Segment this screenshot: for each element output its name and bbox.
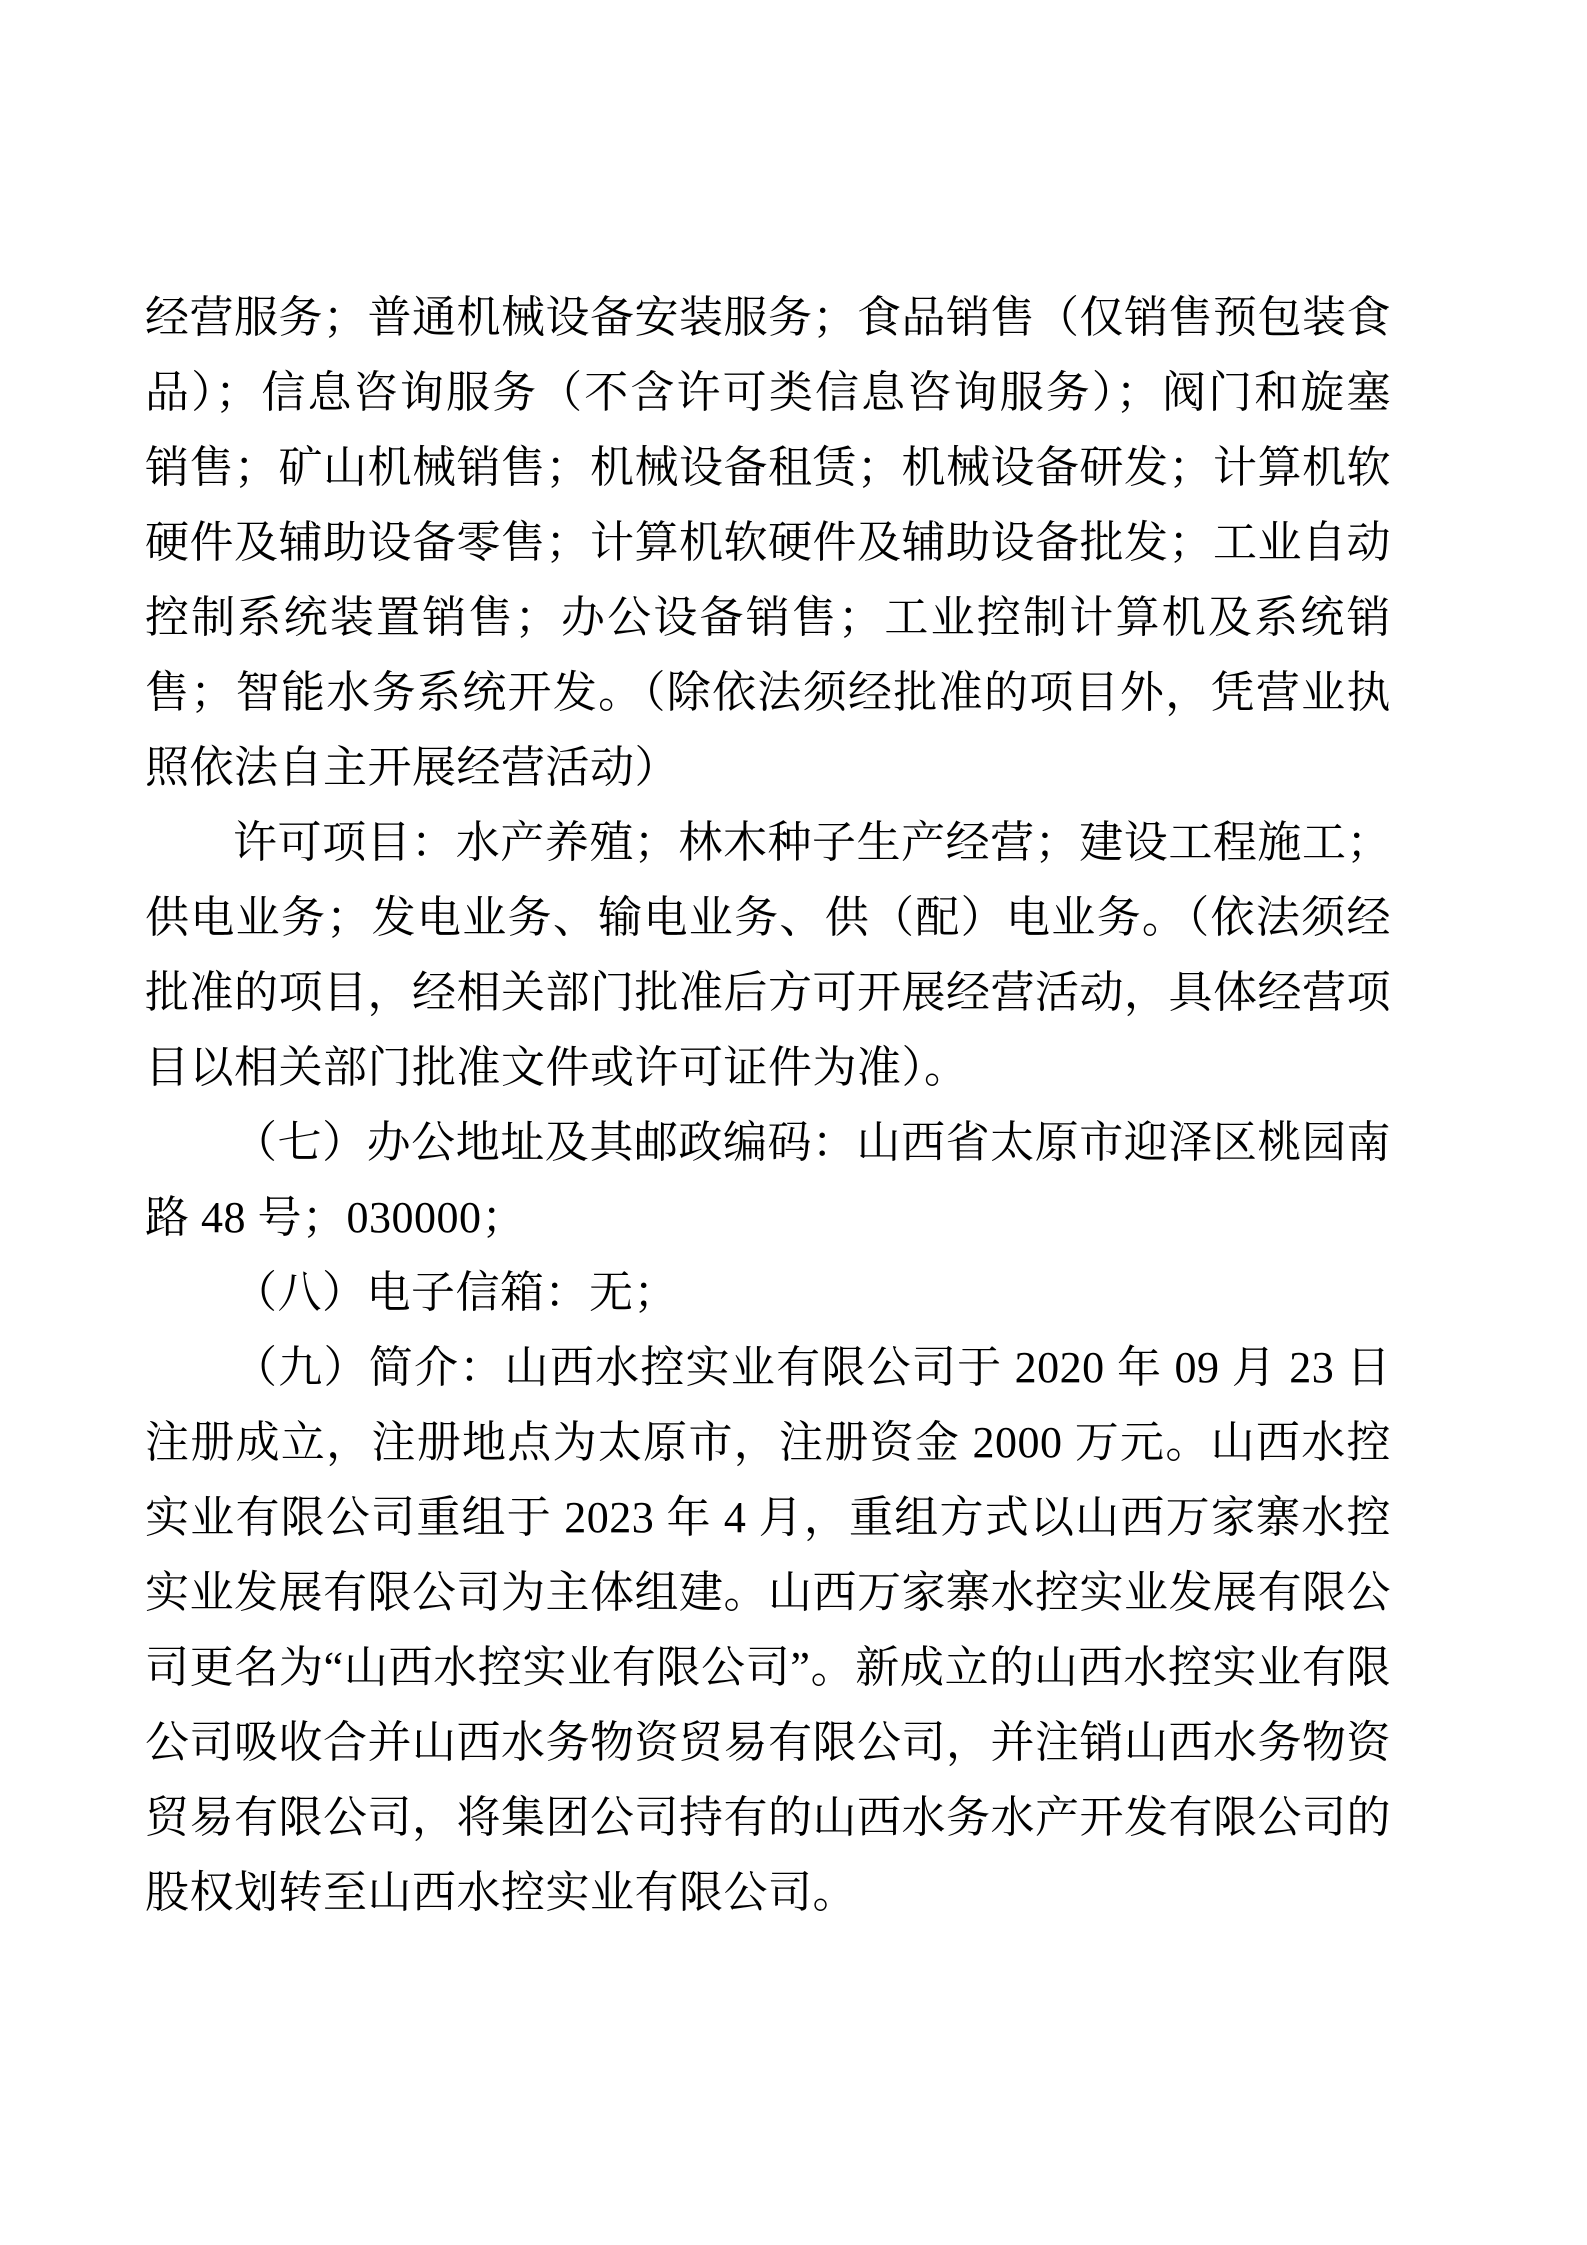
paragraph-office-address: （七）办公地址及其邮政编码：山西省太原市迎泽区桃园南路 48 号；030000； bbox=[145, 1118, 1391, 1242]
document-text-body bbox=[145, 280, 1391, 1930]
paragraph-company-profile: （九）简介：山西水控实业有限公司于 2020 年 09 月 23 日注册成立，注册地点为太原市，注册资金 2000 万元。山西水控实业有限公司重组于 2023 年 4 月，重组方式以山西万家寨水控实业发展有限公司为主体组建。山西万家寨水控实业发展有限公司更名为“山西水控实业有限公司”。新成立的山西水控实业有限公司吸收合并山西水务物资贸易有限公司，并注销山西水务物资贸易有限公司，将集团公司持有的山西水务水产开发有限公司的股权划转至山西水控实业有限公司。 bbox=[145, 1343, 1391, 1917]
paragraph-email: （八）电子信箱：无； bbox=[233, 1268, 678, 1317]
paragraph-business-scope: 经营服务；普通机械设备安装服务；食品销售（仅销售预包装食品）；信息咨询服务（不含许可类信息咨询服务）；阀门和旋塞销售；矿山机械销售；机械设备租赁；机械设备研发；计算机软硬件及辅助设备零售；计算机软硬件及辅助设备批发；工业自动控制系统装置销售；办公设备销售；工业控制计算机及系统销售；智能水务系统开发。（除依法须经批准的项目外，凭营业执照依法自主开展经营活动） bbox=[145, 293, 1391, 792]
paragraph-licensed-projects: 许可项目：水产养殖；林木种子生产经营；建设工程施工；供电业务；发电业务、输电业务、供（配）电业务。（依法须经批准的项目，经相关部门批准后方可开展经营活动，具体经营项目以相关部门批准文件或许可证件为准）。 bbox=[145, 818, 1391, 1092]
